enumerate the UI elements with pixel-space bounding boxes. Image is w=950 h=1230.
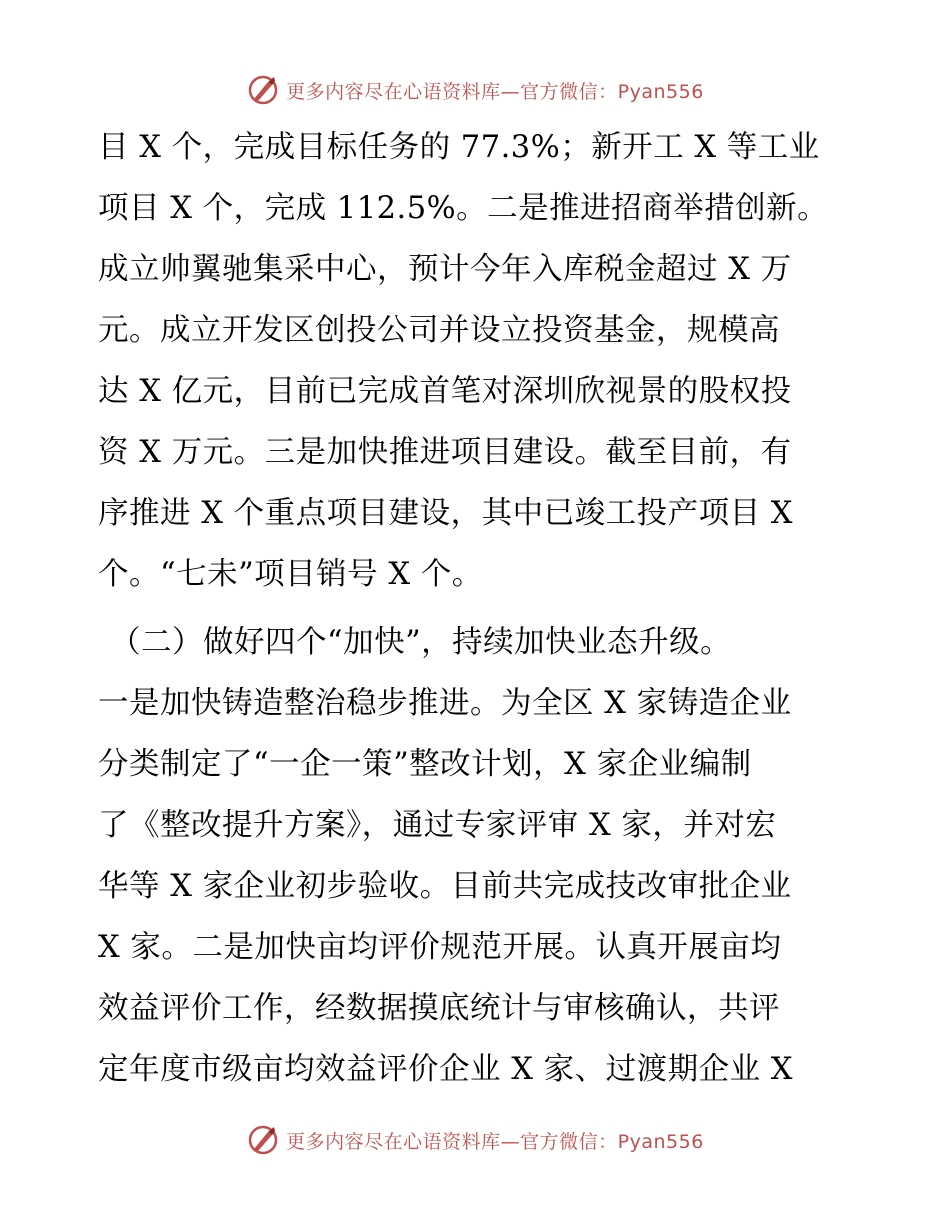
text-line: 项目 X 个，完成 112.5%。二是推进招商举措创新。: [98, 191, 829, 226]
section-heading: （二）做好四个“加快”，持续加快业态升级。: [110, 625, 732, 660]
text-line: 目 X 个，完成目标任务的 77.3%；新开工 X 等工业: [98, 130, 820, 165]
text-line: 资 X 万元。三是加快推进项目建设。截至目前，有: [98, 435, 792, 470]
feather-pen-circle-icon: [246, 1123, 280, 1157]
header-watermark: [0, 70, 950, 110]
text-line: 定年度市级亩均效益评价企业 X 家、过渡期企业 X: [98, 1052, 794, 1087]
text-line: X 家。二是加快亩均评价规范开展。认真开展亩均: [98, 930, 782, 965]
footer-watermark: [0, 1120, 950, 1160]
text-line: 序推进 X 个重点项目建设，其中已竣工投产项目 X: [98, 496, 794, 531]
text-line: 华等 X 家企业初步验收。目前共完成技改审批企业: [98, 869, 792, 904]
watermark-text: 更多内容尽在心语资料库—官方微信：Pyan556: [286, 1130, 704, 1153]
watermark-text: 更多内容尽在心语资料库—官方微信：Pyan556: [286, 80, 704, 103]
text-line: 元。成立开发区创投公司并设立投资基金，规模高: [98, 313, 780, 348]
text-line: 效益评价工作，经数据摸底统计与审核确认，共评: [98, 991, 780, 1026]
text-line: 个。“七未”项目销号 X 个。: [98, 557, 483, 592]
text-line: 成立帅翼驰集采中心，预计今年入库税金超过 X 万: [98, 252, 792, 287]
text-line: 达 X 亿元，目前已完成首笔对深圳欣视景的股权投: [98, 374, 792, 409]
text-line: 一是加快铸造整治稳步推进。为全区 X 家铸造企业: [98, 686, 792, 721]
feather-pen-circle-icon: [246, 73, 280, 107]
document-body: [98, 117, 858, 1100]
text-line: 分类制定了“一企一策”整改计划，X 家企业编制: [98, 747, 752, 782]
text-line: 了《整改提升方案》，通过专家评审 X 家，并对宏: [98, 808, 777, 843]
